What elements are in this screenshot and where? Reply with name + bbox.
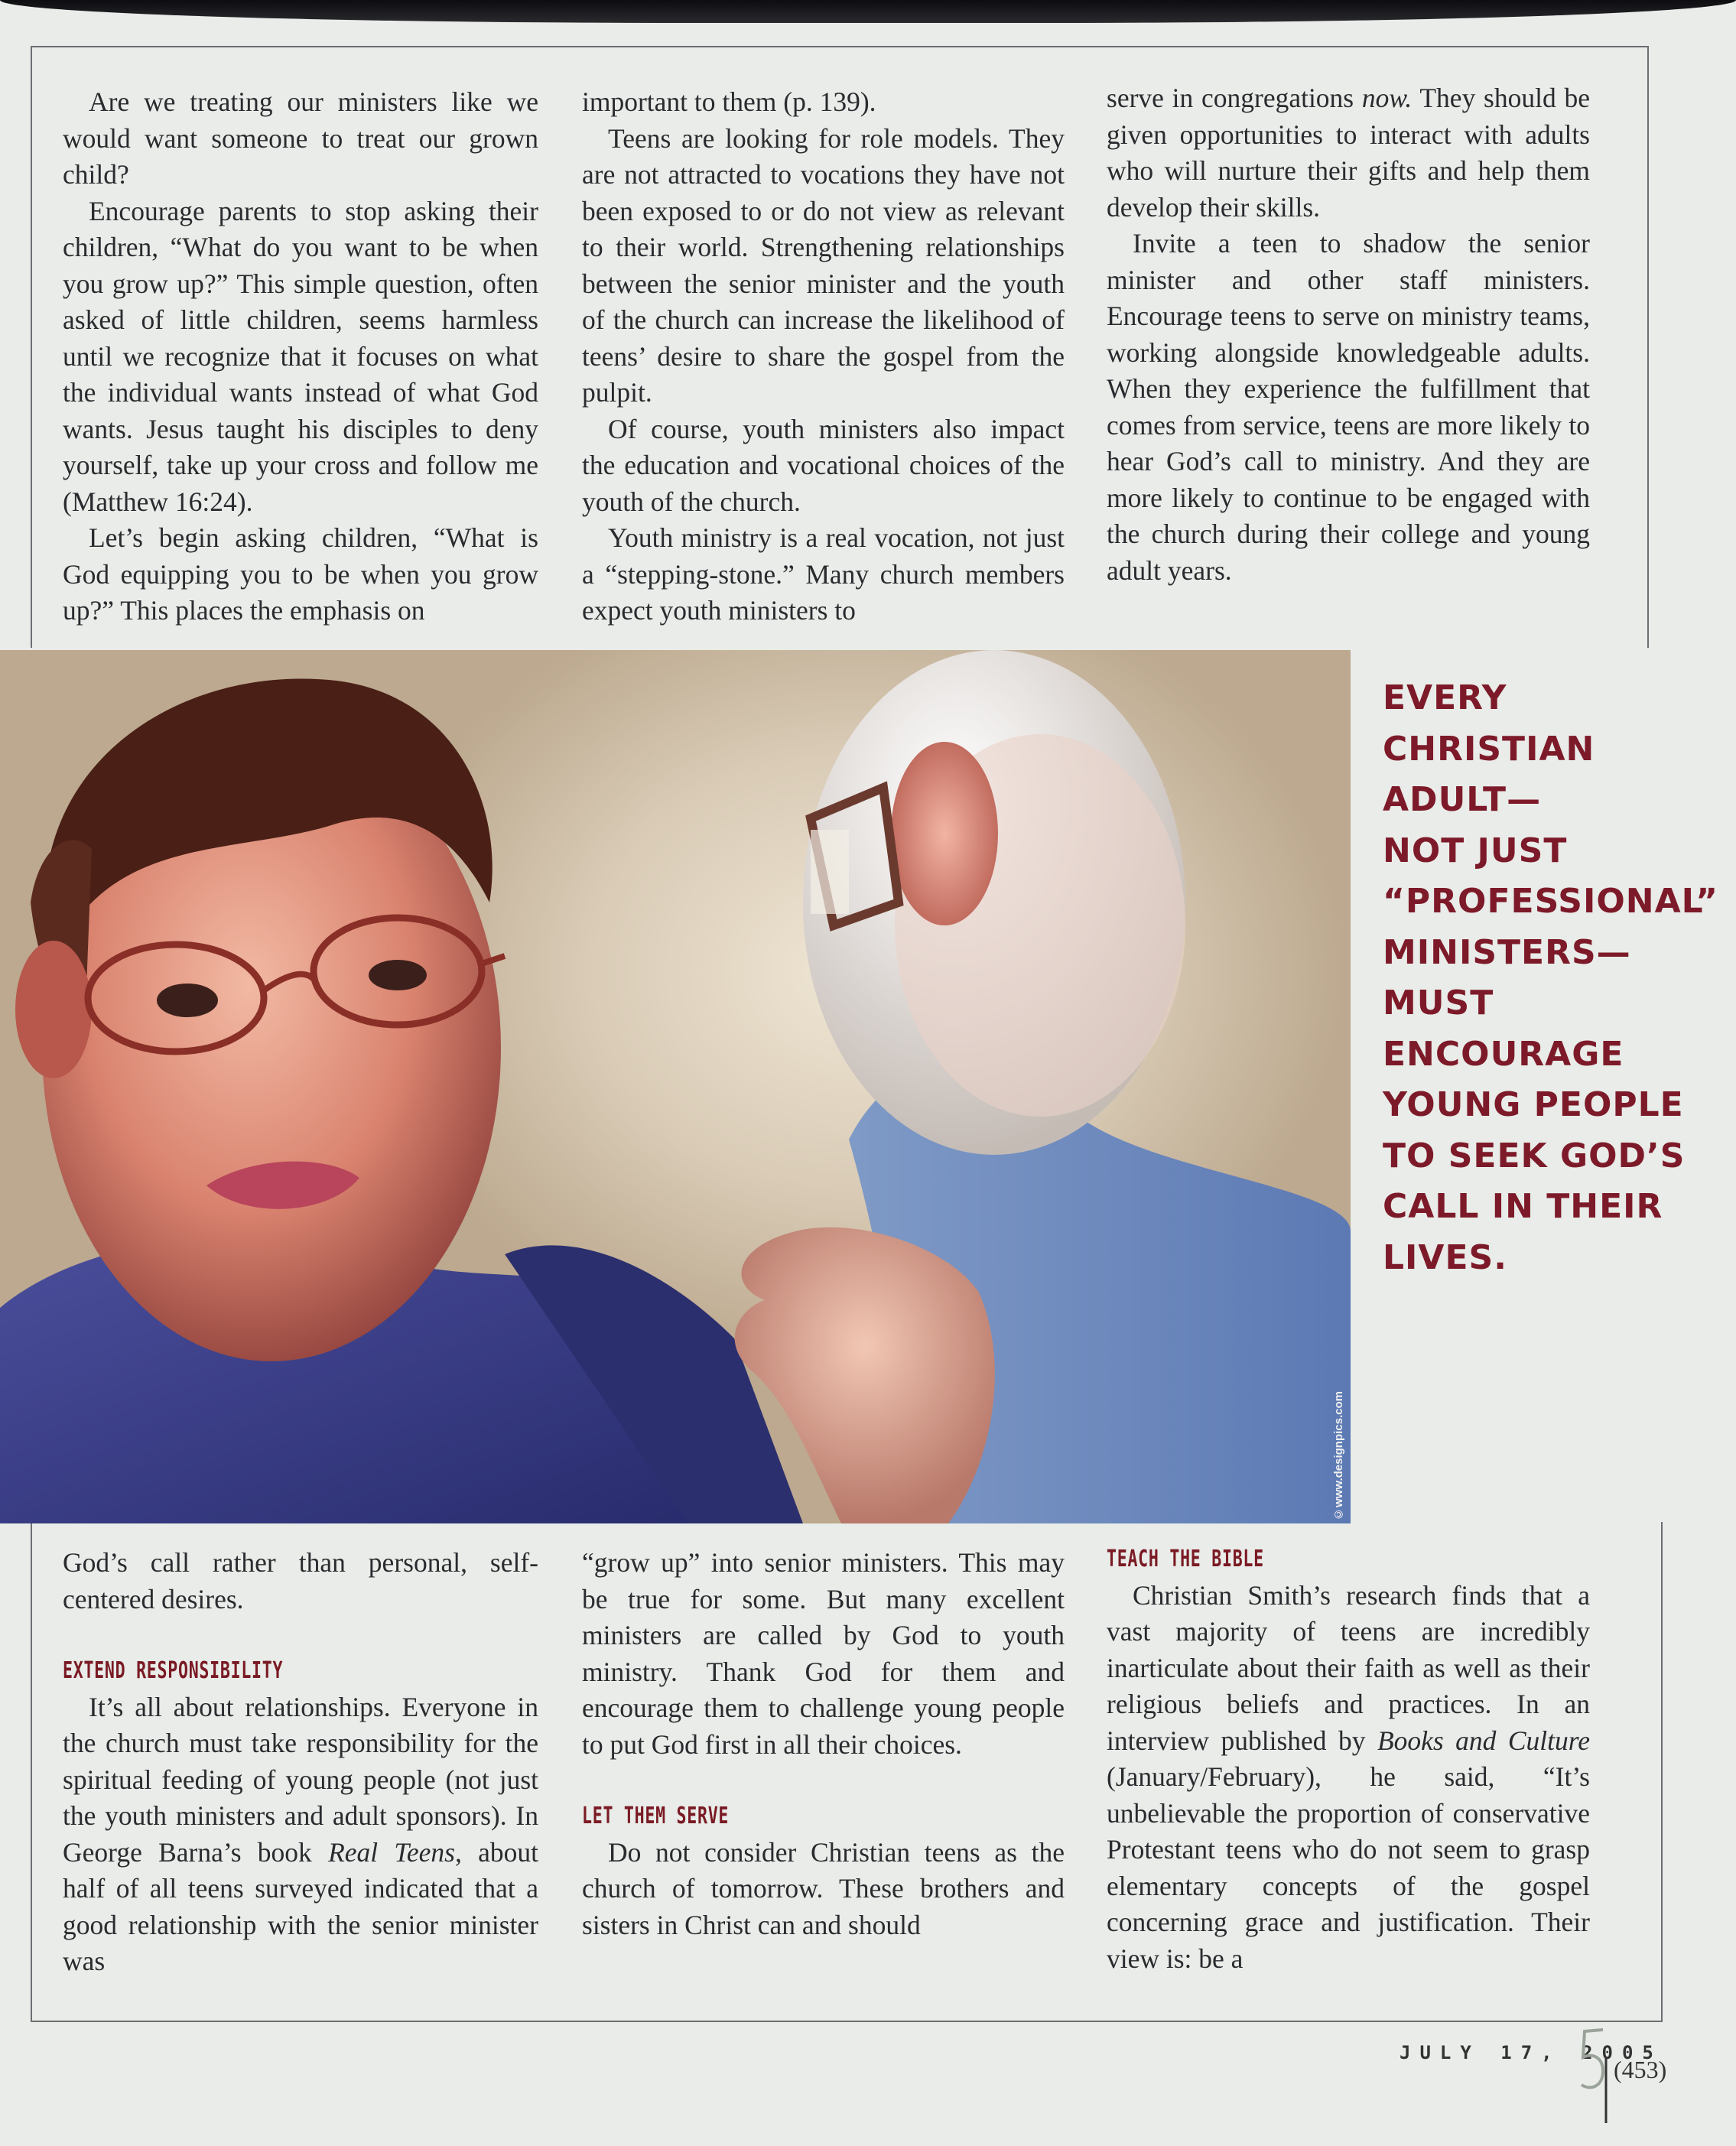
bottom-column-2 bbox=[582, 1545, 1065, 1943]
section-heading: LET THEM SERVE bbox=[582, 1803, 730, 1829]
paragraph bbox=[1107, 1578, 1590, 1978]
paragraph: Of course, youth ministers also impact the education and vocational choices of the youth of the church. bbox=[582, 413, 1065, 517]
paragraph: God’s call rather than personal, self-centered desires. bbox=[63, 1547, 538, 1614]
paragraph: Encourage parents to stop asking their children, “What do you want to be when you grow up?” This simple question, often asked of little children, seems harmless until we recognize that it focuses on what the individual wants instead of what God wants. Jesus taught his disciples to deny yourself, take up your cross and follow me (Matthew 16:24). bbox=[63, 195, 538, 517]
section-heading: EXTEND RESPONSIBILITY bbox=[63, 1657, 284, 1684]
article-photo bbox=[0, 650, 1351, 1523]
issue-date: JULY 17, 2005 bbox=[1400, 2042, 1663, 2063]
paragraph: Are we treating our ministers like we would want someone to treat our grown child? bbox=[63, 86, 538, 190]
paragraph bbox=[63, 1689, 538, 1980]
page-top-edge bbox=[0, 0, 1736, 23]
paragraph: “grow up” into senior ministers. This may be true for some. But many excellent ministers are called by God to youth ministry. Thank God for them and encourage them to challenge young people to put God first in all their choices. bbox=[582, 1547, 1065, 1760]
text-run: Christian Smith’s research finds that a vast majority of teens are incredibly inarticulate about their faith as well as their religious beliefs and practices. In an interview published by bbox=[1107, 1579, 1590, 1756]
spacer bbox=[582, 1763, 1065, 1798]
top-column-2 bbox=[582, 84, 1065, 629]
pull-quote: EVERY CHRISTIAN ADULT— NOT JUST “PROFESSIONAL” MINISTERS— MUST ENCOURAGE YOUNG PEOPLE TO SEEK GOD’S CALL IN THEIR LIVES. bbox=[1383, 678, 1719, 1277]
bottom-column-1 bbox=[63, 1545, 538, 1980]
paragraph: important to them (p. 139). bbox=[582, 86, 876, 117]
paragraph: Let’s begin asking children, “What is God equipping you to be when you grow up?” This places the emphasis on bbox=[63, 522, 538, 626]
text-run: (January/February), he said, “It’s unbelievable the proportion of conservative Protestant teens who do not seem to grasp elementary concepts of the gospel concerning grace and justification. Their view is: be a bbox=[1107, 1761, 1590, 1974]
section-heading: TEACH THE BIBLE bbox=[1107, 1546, 1264, 1572]
text-run: about half of all teens surveyed indicated that a good relationship with the senior minister was bbox=[63, 1836, 538, 1976]
paragraph: Invite a teen to shadow the senior minister and other staff ministers. Encourage teens to serve on ministry teams, working alongside knowledgeable adults. When they experience the fulfillment that comes from service, teens are more likely to hear God’s call to ministry. And they are more likely to continue to be engaged with the church during their college and young adult years. bbox=[1107, 228, 1590, 586]
top-column-3 bbox=[1107, 80, 1590, 589]
emphasis: Books and Culture bbox=[1377, 1725, 1591, 1756]
text-run: They should be given opportunities to interact with adults who will nurture their gifts and help them develop their skills. bbox=[1107, 83, 1590, 223]
text-run: serve in congregations bbox=[1107, 83, 1362, 113]
photo-illustration bbox=[0, 650, 1351, 1523]
paragraph bbox=[1107, 80, 1590, 226]
top-column-1 bbox=[63, 84, 538, 629]
spacer bbox=[63, 1618, 538, 1653]
paragraph: Youth ministry is a real vocation, not just a “stepping-stone.” Many church members expect youth ministers to bbox=[582, 522, 1065, 626]
photo-credit: ©www.designpics.com bbox=[1332, 1391, 1345, 1520]
text-run: It’s all about relationships. Everyone in the church must take responsibility for the spiritual feeding of young people (not just the youth ministers and adult sponsors). In George Barna’s book bbox=[63, 1691, 538, 1868]
emphasis: now. bbox=[1361, 83, 1413, 113]
page-number: (453) bbox=[1614, 2056, 1667, 2083]
emphasis: Real Teens, bbox=[328, 1836, 462, 1868]
handwritten-mark bbox=[1577, 2027, 1611, 2126]
bottom-column-3 bbox=[1107, 1541, 1590, 1977]
paragraph: Do not consider Christian teens as the church of tomorrow. These brothers and sisters in Christ can and should bbox=[582, 1836, 1065, 1940]
paragraph: Teens are looking for role models. They are not attracted to vocations they have not been exposed to or do not view as relevant to their world. Strengthening relationships between the senior minister and the youth of the church can increase the likelihood of teens’ desire to share the gospel from the pulpit. bbox=[582, 122, 1065, 408]
